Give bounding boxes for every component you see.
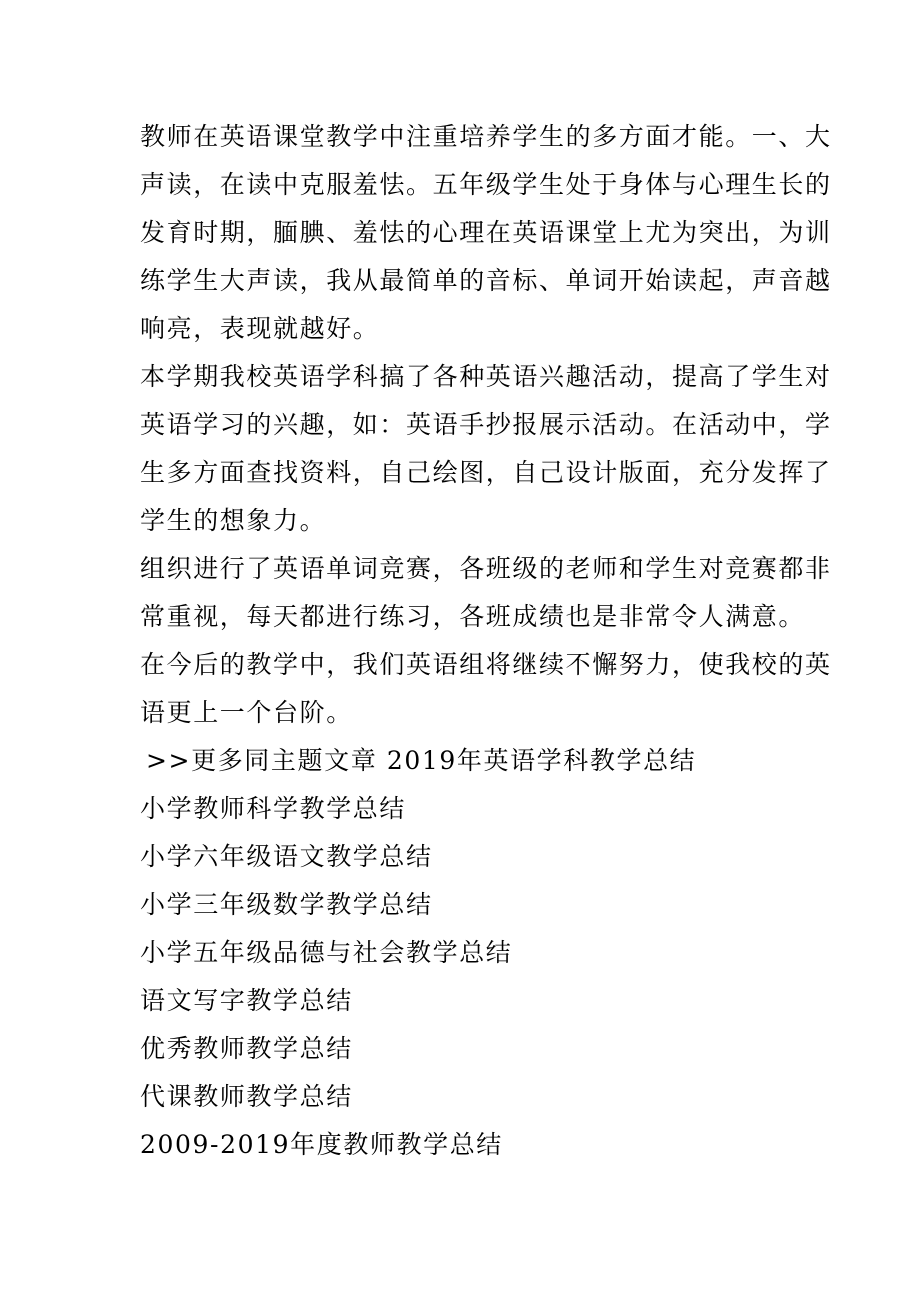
text-line: 声读，在读中克服羞怯。五年级学生处于身体与心理生长的 (140, 170, 832, 199)
text-line: 本学期我校英语学科搞了各种英语兴趣活动，提高了学生对 (140, 362, 832, 391)
paragraph-future (140, 641, 832, 737)
related-link[interactable]: 2009-2019年度教师教学总结 (140, 1130, 503, 1159)
text-line: 练学生大声读，我从最简单的音标、单词开始读起，声音越 (140, 266, 832, 295)
related-link[interactable]: 小学三年级数学教学总结 (140, 890, 433, 919)
text-line: 组织进行了英语单词竞赛，各班级的老师和学生对竞赛都非 (140, 554, 832, 583)
related-link[interactable]: 小学五年级品德与社会教学总结 (140, 938, 513, 967)
text-line: 常重视，每天都进行练习，各班成绩也是非常令人满意。 (140, 602, 806, 631)
related-link[interactable]: 语文写字教学总结 (140, 986, 353, 1015)
paragraph-reading-aloud (140, 113, 832, 353)
paragraph-word-competition (140, 545, 832, 641)
related-links-list (140, 785, 800, 1169)
related-link[interactable]: 小学教师科学教学总结 (140, 794, 407, 823)
related-link[interactable]: 优秀教师教学总结 (140, 1034, 353, 1063)
text-line: 教师在英语课堂教学中注重培养学生的多方面才能。一、大 (140, 122, 832, 151)
text-line: 英语学习的兴趣，如：英语手抄报展示活动。在活动中，学 (140, 410, 832, 439)
document-body (140, 113, 832, 1169)
text-line: 生多方面查找资料，自己绘图，自己设计版面，充分发挥了 (140, 458, 832, 487)
related-link[interactable]: 小学六年级语文教学总结 (140, 842, 433, 871)
paragraph-interest-activities (140, 353, 832, 545)
text-line: 在今后的教学中，我们英语组将继续不懈努力，使我校的英 (140, 650, 832, 679)
more-articles-link[interactable]: >>更多同主题文章 2019年英语学科教学总结 (146, 746, 697, 775)
text-line: 响亮，表现就越好。 (140, 314, 380, 343)
text-line: 学生的想象力。 (140, 506, 327, 535)
related-link[interactable]: 代课教师教学总结 (140, 1082, 353, 1111)
text-line: 语更上一个台阶。 (140, 698, 353, 727)
text-line: 发育时期，腼腆、羞怯的心理在英语课堂上尤为突出，为训 (140, 218, 832, 247)
